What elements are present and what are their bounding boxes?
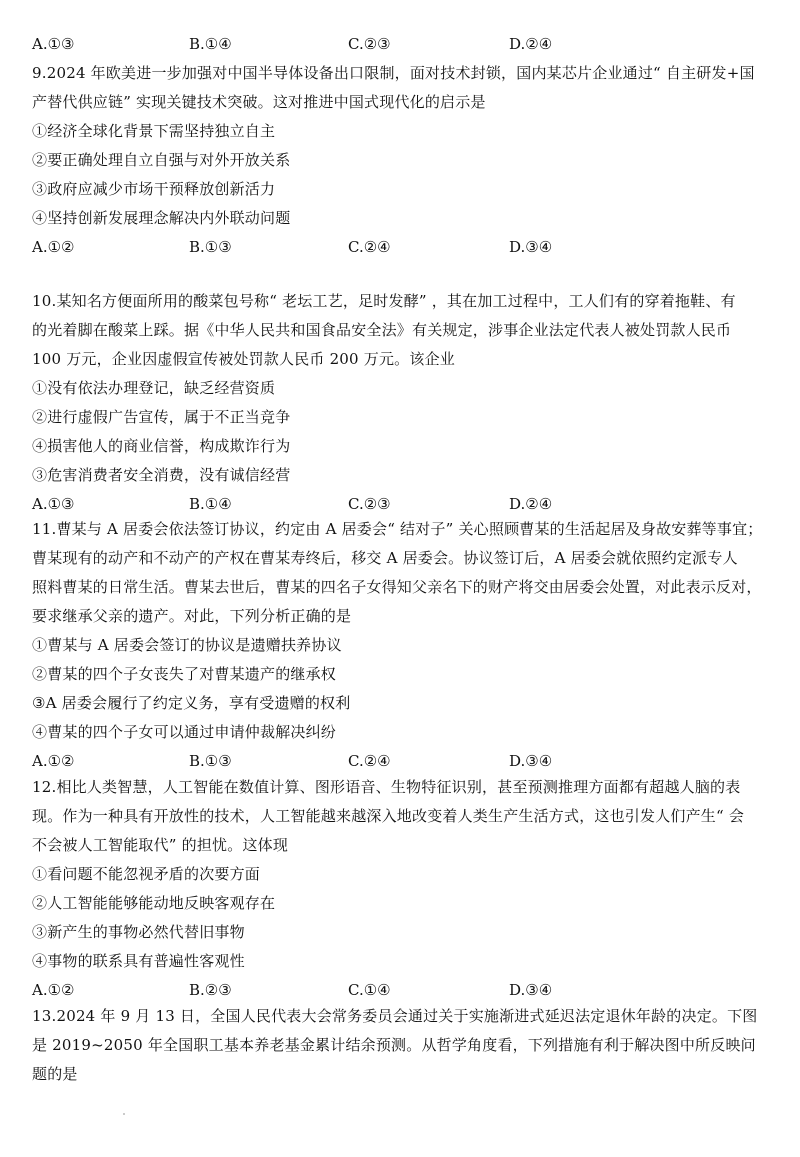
q11-item: ④曹某的四个子女可以通过申请仲裁解决纠纷	[32, 723, 337, 741]
q9-option-b: B.①③	[189, 238, 232, 256]
q9-stem-line: 9.2024 年欧美进一步加强对中国半导体设备出口限制，面对技术封锁，国内某芯片企业通过“ 自主研发+国	[32, 64, 755, 82]
q12-item: ④事物的联系具有普遍性客观性	[32, 952, 245, 970]
q11-stem-line: 曹某现有的动产和不动产的产权在曹某寿终后，移交 A 居委会。协议签订后，A 居委会就依照约定派专人	[32, 549, 738, 567]
q9-item: ④坚持创新发展理念解决内外联动问题	[32, 209, 291, 227]
q10-item: ②进行虚假广告宣传，属于不正当竞争	[32, 408, 291, 426]
q10-stem-line: 100 万元，企业因虚假宣传被处罚款人民币 200 万元。该企业	[32, 350, 455, 368]
q13-stem-line: 13.2024 年 9 月 13 日，全国人民代表大会常务委员会通过关于实施渐进式延迟法定退休年龄的决定。下图	[32, 1007, 758, 1025]
q10-option-c: C.②③	[348, 495, 391, 513]
q8-option-d: D.②④	[509, 35, 553, 53]
q11-option-c: C.②④	[348, 752, 391, 770]
q8-option-b: B.①④	[189, 35, 232, 53]
q12-option-c: C.①④	[348, 981, 391, 999]
q9-option-d: D.③④	[509, 238, 553, 256]
q12-item: ③新产生的事物必然代替旧事物	[32, 923, 245, 941]
q11-item: ①曹某与 A 居委会签订的协议是遗赠扶养协议	[32, 636, 342, 654]
q10-option-a: A.①③	[32, 495, 75, 513]
q11-stem-line: 要求继承父亲的遗产。对此，下列分析正确的是	[32, 607, 352, 625]
q11-options	[32, 747, 777, 776]
q8-option-a: A.①③	[32, 35, 75, 53]
q9-stem-line: 产替代供应链” 实现关键技术突破。这对推进中国式现代化的启示是	[32, 93, 486, 111]
q12-stem-line: 不会被人工智能取代” 的担忧。这体现	[32, 836, 289, 854]
q11-item: ③A 居委会履行了约定义务，享有受遗赠的权利	[32, 694, 351, 712]
q12-option-d: D.③④	[509, 981, 553, 999]
q8-option-c: C.②③	[348, 35, 391, 53]
q12-item: ①看问题不能忽视矛盾的次要方面	[32, 865, 261, 883]
q9-item: ③政府应减少市场干预释放创新活力	[32, 180, 276, 198]
q13-stem-line: 题的是	[32, 1065, 78, 1083]
q9-option-c: C.②④	[348, 238, 391, 256]
q9-option-a: A.①②	[32, 238, 75, 256]
q9-item: ②要正确处理自立自强与对外开放关系	[32, 151, 291, 169]
q11-stem-line: 照料曹某的日常生活。曹某去世后，曹某的四名子女得知父亲名下的财产将交由居委会处置，对此表示反对，	[32, 578, 762, 596]
q12-stem-line: 12.相比人类智慧，人工智能在数值计算、图形语音、生物特征识别，甚至预测推理方面都有超越人脑的表	[32, 778, 741, 796]
q11-item: ②曹某的四个子女丧失了对曹某遗产的继承权	[32, 665, 337, 683]
q10-item: ④损害他人的商业信誉，构成欺诈行为	[32, 437, 291, 455]
q12-stem-line: 现。作为一种具有开放性的技术，人工智能越来越深入地改变着人类生产生活方式，这也引发人们产生“ 会	[32, 807, 745, 825]
q8-options	[32, 30, 777, 59]
q12-options	[32, 976, 777, 1005]
q12-item: ②人工智能能够能动地反映客观存在	[32, 894, 276, 912]
q11-option-d: D.③④	[509, 752, 553, 770]
q12-option-a: A.①②	[32, 981, 75, 999]
q11-stem-line: 11.曹某与 A 居委会依法签订协议，约定由 A 居委会“ 结对子” 关心照顾曹某的生活起居及身故安葬等事宜；	[32, 520, 763, 538]
scan-speck	[123, 1113, 125, 1115]
q10-option-d: D.②④	[509, 495, 553, 513]
q9-item: ①经济全球化背景下需坚持独立自主	[32, 122, 276, 140]
q9-options	[32, 233, 777, 262]
q13-stem-line: 是 2019~2050 年全国职工基本养老基金累计结余预测。从哲学角度看，下列措施有利于解决图中所反映问	[32, 1036, 756, 1054]
q10-item: ①没有依法办理登记，缺乏经营资质	[32, 379, 276, 397]
q11-option-a: A.①②	[32, 752, 75, 770]
q10-stem-line: 的光着脚在酸菜上踩。据《中华人民共和国食品安全法》有关规定，涉事企业法定代表人被处罚款人民币	[32, 321, 732, 339]
q11-option-b: B.①③	[189, 752, 232, 770]
q12-option-b: B.②③	[189, 981, 232, 999]
q10-stem-line: 10.某知名方便面所用的酸菜包号称“ 老坛工艺，足时发酵” ，其在加工过程中，工人们有的穿着拖鞋、有	[32, 292, 736, 310]
q10-option-b: B.①④	[189, 495, 232, 513]
q10-item: ③危害消费者安全消费，没有诚信经营	[32, 466, 291, 484]
